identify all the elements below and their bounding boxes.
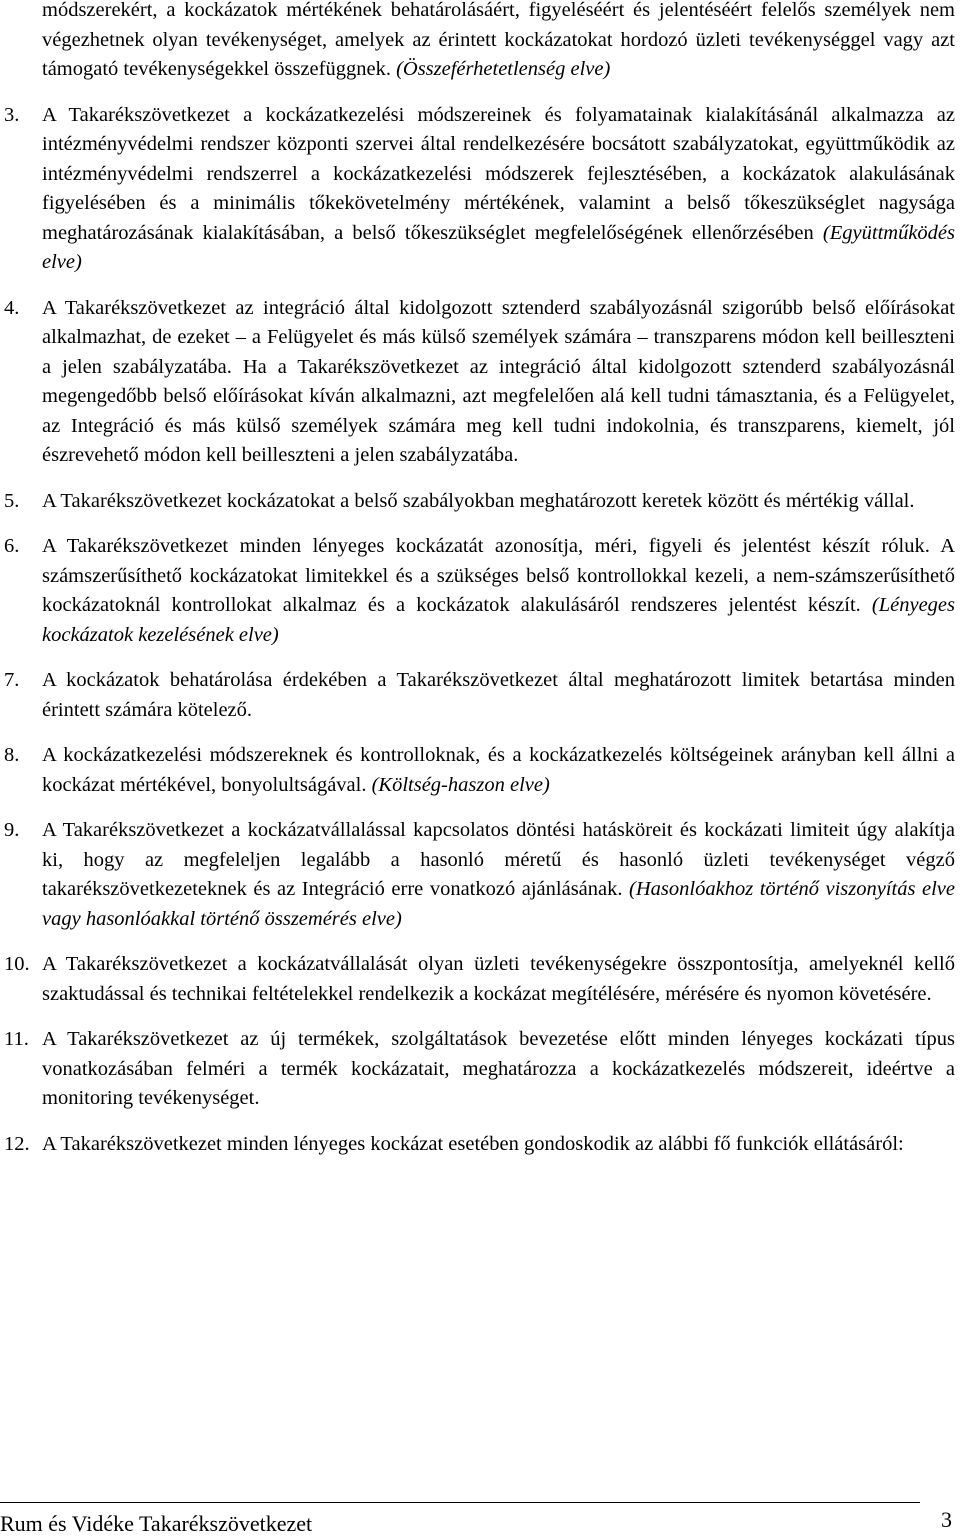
list-item-4 <box>4 294 955 471</box>
principle-label: (Összeférhetetlenség elve) <box>396 58 611 80</box>
item-text: A Takarékszövetkezet az integráció által kidolgozott sztenderd szabályozásnál szigorúbb belső előírásokat alkalmazhat, de ezeket – a Felügyelet és más külső személyek számára – transzparens módon kell beilleszteni a jelen szabályzatába. Ha a Takarékszövetkezet az integráció által kidolgozott sztenderd szabályozásnál megengedőbb belső előírásokat kíván alkalmazni, azt megfelelően alá kell tudni támasztania, és a Felügyelet, az Integráció és más külső személyek számára meg kell tudni indokolnia, és transzparens, kiemelt, jól észrevehető módon kell beilleszteni a jelen szabályzatába. <box>42 296 955 466</box>
item-text: A Takarékszövetkezet minden lényeges kockázatát azonosítja, méri, figyeli és jelentést készít róluk. A számszerűsíthető kockázatokat limitekkel és a szükséges belső kontrollokkal kezeli, a nem-számszerűsíthető kockázatoknál kontrollokat alkalmaz és a kockázatok alakulásáról rendszeres jelentést készít. <box>42 535 955 616</box>
item-number: 3. <box>4 103 20 126</box>
item-text: A Takarékszövetkezet kockázatokat a belső szabályokban meghatározott keretek között és mértékig vállal. <box>42 489 915 512</box>
item-text: A Takarékszövetkezet a kockázatvállalását olyan üzleti tevékenységekre összpontosítja, amelyeknél kellő szaktudással és technikai feltételekkel rendelkezik a kockázat megítélésére, mérésére és nyomon követésére. <box>42 953 955 1005</box>
list-item-7 <box>4 666 955 725</box>
principle-label: (Költség-haszon elve) <box>371 773 550 796</box>
page-number: 3 <box>941 1507 952 1532</box>
item-number: 12. <box>4 1132 30 1155</box>
principle-label: (Lényeges kockázatok kezelésének elve) <box>42 594 955 646</box>
principle-label: (Hasonlóakhoz történő viszonyítás elve vagy hasonlóakkal történő összemérés elve) <box>42 878 955 930</box>
list-item-5 <box>4 487 955 517</box>
list-item-10 <box>4 950 955 1009</box>
footer-divider <box>0 1502 920 1503</box>
list-item-9 <box>4 816 955 934</box>
list-item-3 <box>4 101 955 278</box>
intro-paragraph <box>42 0 955 85</box>
item-number: 10. <box>4 953 30 975</box>
intro-text: módszerekért, a kockázatok mértékének behatárolásáért, figyeléséért és jelentéséért felelős személyek nem végezhetnek olyan tevékenységet, amelyek az érintett kockázatokat hordozó üzleti tevékenységgel vagy azt támogató tevékenységekkel összefüggnek. <box>42 0 955 80</box>
item-text: A kockázatkezelési módszereknek és kontrolloknak, és a kockázatkezelés költségeinek arányban kell állni a kockázat mértékével, bonyolultságával. <box>42 744 955 796</box>
list-item-11 <box>4 1025 955 1114</box>
list-item-12 <box>4 1130 955 1160</box>
item-number: 6. <box>4 535 20 557</box>
list-item-6 <box>4 532 955 650</box>
item-number: 8. <box>4 744 20 766</box>
item-number: 11. <box>4 1028 29 1050</box>
item-number: 7. <box>4 669 20 691</box>
principle-label: (Együttműködés elve) <box>42 221 955 273</box>
item-text: A Takarékszövetkezet a kockázatkezelési módszereinek és folyamatainak kialakításánál alkalmazza az intézményvédelmi rendszer központi szervei által rendelkezésére bocsátott szabályzatokat, együttműködik az intézményvédelmi rendszerrel a kockázatkezelési módszerek fejlesztésében, a kockázatok alakulásának figyelésében és a minimális tőkekövetelmény mértékének, valamint a belső tőkeszükséglet nagysága meghatározásának kialakításában, a belső tőkeszükséglet megfelelőségének ellenőrzésében <box>42 103 955 244</box>
item-number: 9. <box>4 819 20 841</box>
item-text: A kockázatok behatárolása érdekében a Takarékszövetkezet által meghatározott limitek betartása minden érintett számára kötelező. <box>42 669 955 721</box>
item-number: 4. <box>4 296 20 319</box>
item-number: 5. <box>4 489 20 512</box>
item-text: A Takarékszövetkezet az új termékek, szolgáltatások bevezetése előtt minden lényeges kockázati típus vonatkozásában felméri a termék kockázatait, meghatározza a kockázatkezelés módszereit, ideértve a monitoring tevékenységet. <box>42 1028 955 1109</box>
item-text: A Takarékszövetkezet a kockázatvállalással kapcsolatos döntési hatásköreit és kockázati limiteit úgy alakítja ki, hogy az megfeleljen legalább a hasonló méretű és hasonló üzleti tevékenységet végző takarékszövetkezeteknek és az Integráció erre vonatkozó ajánlásának. <box>42 819 955 900</box>
list-item-8 <box>4 741 955 800</box>
footer-organization: Rum és Vidéke Takarékszövetkezet <box>0 1511 313 1536</box>
item-text: A Takarékszövetkezet minden lényeges kockázat esetében gondoskodik az alábbi fő funkciók ellátásáról: <box>42 1132 904 1155</box>
